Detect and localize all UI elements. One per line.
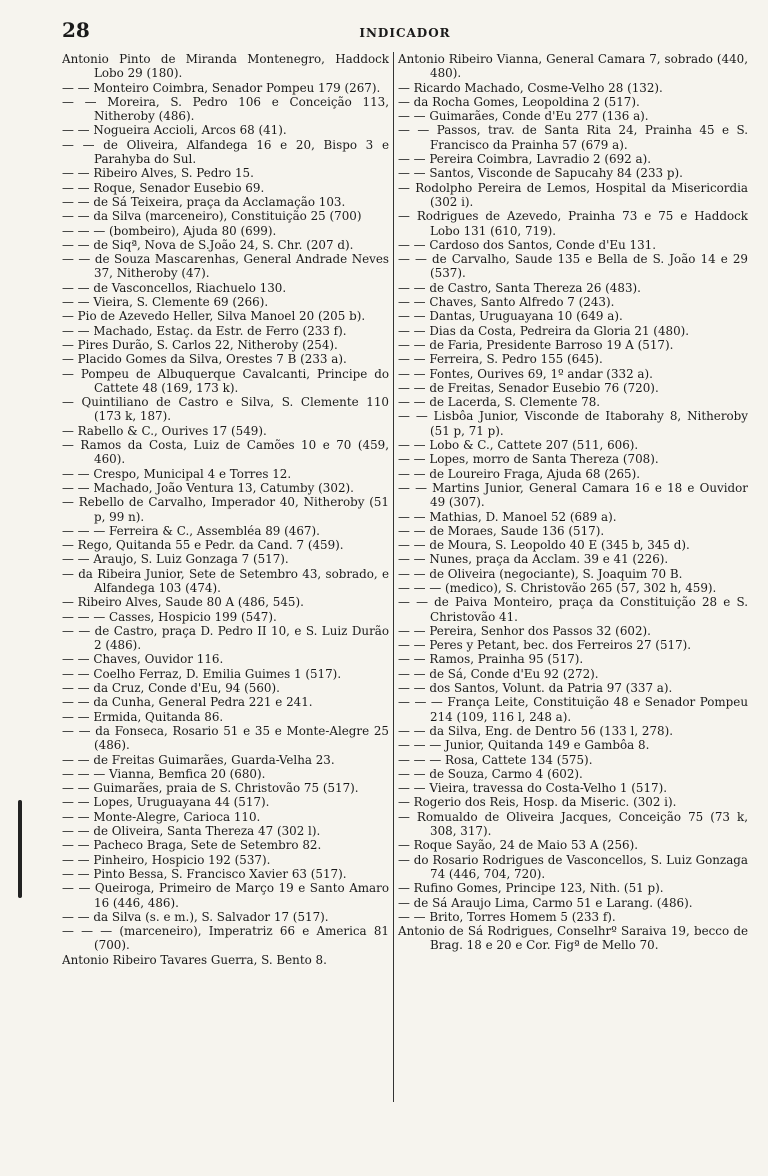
directory-entry: — Pompeu de Albuquerque Cavalcanti, Principe do Cattete 48 (169, 173 k). <box>62 366 389 395</box>
directory-entry: — — Guimarães, Conde d'Eu 277 (136 a). <box>398 109 649 124</box>
directory-entry: — — — (medico), S. Christovão 265 (57, 302 h, 459). <box>398 580 717 595</box>
directory-entry: — — de Castro, Santa Thereza 26 (483). <box>398 280 641 295</box>
directory-entry: — — de Sá Teixeira, praça da Acclamação 103. <box>62 194 346 209</box>
directory-entry: — da Rocha Gomes, Leopoldina 2 (517). <box>398 94 640 109</box>
directory-entry: — — Guimarães, praia de S. Christovão 75 (517). <box>62 781 359 796</box>
directory-entry: — — Pereira, Senhor dos Passos 32 (602). <box>398 623 651 638</box>
directory-entry: — Ricardo Machado, Cosme-Velho 28 (132). <box>398 80 663 95</box>
directory-entry: — — de Freitas, Senador Eusebio 76 (720). <box>398 380 659 395</box>
directory-entry: — — Lopes, morro de Santa Thereza (708). <box>398 452 659 467</box>
page-number: 28 <box>62 18 90 42</box>
directory-entry: — — da Cunha, General Pedra 221 e 241. <box>62 695 313 710</box>
directory-entry: — — Machado, Estaç. da Estr. de Ferro (233 f). <box>62 323 347 338</box>
directory-entry: Antonio Pinto de Miranda Montenegro, Haddock Lobo 29 (180). <box>62 52 389 81</box>
directory-entry: — — de Siqª, Nova de S.João 24, S. Chr. (207 d). <box>62 237 354 252</box>
margin-ink-mark <box>18 800 22 898</box>
directory-entry: Antonio Ribeiro Tavares Guerra, S. Bento 8. <box>62 952 327 967</box>
directory-entry: — — Passos, trav. de Santa Rita 24, Prainha 45 e S. Francisco da Prainha 57 (679 a). <box>398 123 748 152</box>
directory-entry: — — de Souza, Carmo 4 (602). <box>398 766 583 781</box>
page-header <box>62 18 748 48</box>
directory-entry: — — Roque, Senador Eusebio 69. <box>62 180 265 195</box>
directory-entry: — da Ribeira Junior, Sete de Setembro 43, sobrado, e Alfandega 103 (474). <box>62 566 389 595</box>
directory-entry: — Roque Sayão, 24 de Maio 53 A (256). <box>398 838 639 853</box>
directory-entry: — — Lisbôa Junior, Visconde de Itaborahy 8, Nitheroby (51 p, 71 p). <box>398 409 748 438</box>
directory-entry: — — — (bombeiro), Ajuda 80 (699). <box>62 223 277 238</box>
directory-entry: — — Crespo, Municipal 4 e Torres 12. <box>62 466 292 481</box>
directory-entry: — — Nunes, praça da Acclam. 39 e 41 (226). <box>398 552 669 567</box>
directory-entry: — — de Freitas Guimarães, Guarda-Velha 23. <box>62 752 335 767</box>
directory-entry: — — Monte-Alegre, Carioca 110. <box>62 809 261 824</box>
directory-entry: — — de Sá, Conde d'Eu 92 (272). <box>398 666 599 681</box>
directory-entry: — — da Silva, Eng. de Dentro 56 (133 l, 278). <box>398 723 674 738</box>
directory-entry: — Pires Durão, S. Carlos 22, Nitheroby (254). <box>62 337 338 352</box>
directory-entry: — — Queiroga, Primeiro de Março 19 e Santo Amaro 16 (446, 486). <box>62 881 389 910</box>
directory-entry: — — Chaves, Ouvidor 116. <box>62 652 224 667</box>
directory-entry: — — de Moura, S. Leopoldo 40 E (345 b, 345 d). <box>398 538 690 553</box>
directory-entry: — — da Fonseca, Rosario 51 e 35 e Monte-Alegre 25 (486). <box>62 723 389 753</box>
directory-entry: — — Araujo, S. Luiz Gonzaga 7 (517). <box>62 552 289 567</box>
directory-entry: — — de Paiva Monteiro, praça da Constituição 28 e S. Christovão 41. <box>398 595 748 624</box>
directory-entry: — — Lopes, Uruguayana 44 (517). <box>62 795 270 810</box>
directory-entry: — Rodrigues de Azevedo, Prainha 73 e 75 e Haddock Lobo 131 (610, 719). <box>398 209 748 238</box>
directory-entry: — — da Cruz, Conde d'Eu, 94 (560). <box>62 681 280 696</box>
directory-entry: — — dos Santos, Volunt. da Patria 97 (337 a). <box>398 681 673 696</box>
directory-entry: — Rogerio dos Reis, Hosp. da Miseric. (302 i). <box>398 795 677 810</box>
directory-entry: — — Vieira, S. Clemente 69 (266). <box>62 295 269 310</box>
directory-entry: — de Sá Araujo Lima, Carmo 51 e Larang. (486). <box>398 895 693 910</box>
directory-entry: — — — Ferreira & C., Assembléa 89 (467). <box>62 523 320 538</box>
directory-entry: — Rebello de Carvalho, Imperador 40, Nitheroby (51 p, 99 n). <box>62 495 389 524</box>
directory-entry: — — Martins Junior, General Camara 16 e 18 e Ouvidor 49 (307). <box>398 480 748 510</box>
directory-entry: — — Ermida, Quitanda 86. <box>62 709 224 724</box>
directory-entry: — — de Oliveira, Alfandega 16 e 20, Bispo 3 e Parahyba do Sul. <box>62 137 389 167</box>
directory-entry: — Romualdo de Oliveira Jacques, Conceição 75 (73 k, 308, 317). <box>398 809 748 839</box>
directory-entry: — — de Souza Mascarenhas, General Andrade Neves 37, Nitheroby (47). <box>62 252 389 281</box>
directory-entry: — — Mathias, D. Manoel 52 (689 a). <box>398 509 617 524</box>
directory-entry: — — de Faria, Presidente Barroso 19 A (517). <box>398 337 674 352</box>
directory-entry: — — de Vasconcellos, Riachuelo 130. <box>62 280 287 295</box>
directory-entry: — Placido Gomes da Silva, Orestes 7 B (233 a). <box>62 352 347 367</box>
directory-entry: — — Cardoso dos Santos, Conde d'Eu 131. <box>398 237 656 252</box>
directory-entry: Antonio Ribeiro Vianna, General Camara 7, sobrado (440, 480). <box>398 52 748 81</box>
directory-entry: — — — Casses, Hospicio 199 (547). <box>62 609 277 624</box>
directory-entry: — — Santos, Visconde de Sapucahy 84 (233 p). <box>398 166 683 181</box>
directory-entry: — — Pinto Bessa, S. Francisco Xavier 63 (517). <box>62 866 347 881</box>
directory-entry: — — — Vianna, Bemfica 20 (680). <box>62 766 266 781</box>
directory-entry: — — — Junior, Quitanda 149 e Gambôa 8. <box>398 738 650 753</box>
directory-entry: Antonio de Sá Rodrigues, Conselhrº Saraiva 19, becco de Brag. 18 e 20 e Cor. Figª de Mello 70. <box>398 924 748 953</box>
directory-entry: — Rego, Quitanda 55 e Pedr. da Cand. 7 (459). <box>62 538 344 553</box>
directory-entry: — — Dantas, Uruguayana 10 (649 a). <box>398 309 623 324</box>
directory-entry: — — — França Leite, Constituição 48 e Senador Pompeu 214 (109, 116 l, 248 a). <box>398 695 748 724</box>
directory-entry: — — Lobo & C., Cattete 207 (511, 606). <box>398 438 639 453</box>
directory-entry: — — Vieira, travessa do Costa-Velho 1 (517). <box>398 781 668 796</box>
directory-entry: — Ramos da Costa, Luiz de Camões 10 e 70 (459, 460). <box>62 438 389 467</box>
directory-entry: — — de Moraes, Saude 136 (517). <box>398 523 605 538</box>
directory-entry: — — Chaves, Santo Alfredo 7 (243). <box>398 295 615 310</box>
directory-entry: — — Ramos, Prainha 95 (517). <box>398 652 584 667</box>
directory-entry: — — Dias da Costa, Pedreira da Gloria 21 (480). <box>398 323 690 338</box>
running-title: INDICADOR <box>359 26 451 40</box>
directory-entry: — Rabello & C., Ourives 17 (549). <box>62 423 267 438</box>
directory-entry: — — de Oliveira (negociante), S. Joaquim 70 B. <box>398 566 683 581</box>
directory-entry: — do Rosario Rodrigues de Vasconcellos, S. Luiz Gonzaga 74 (446, 704, 720). <box>398 852 748 881</box>
directory-entry: — — Machado, João Ventura 13, Catumby (302). <box>62 480 354 495</box>
two-column-listing <box>62 52 748 1102</box>
directory-entry: — — de Loureiro Fraga, Ajuda 68 (265). <box>398 466 640 481</box>
directory-entry: — — Ferreira, S. Pedro 155 (645). <box>398 352 603 367</box>
directory-entry: — Quintiliano de Castro e Silva, S. Clemente 110 (173 k, 187). <box>62 395 389 424</box>
directory-entry: — Pio de Azevedo Heller, Silva Manoel 20 (205 b). <box>62 309 366 324</box>
directory-entry: — — Brito, Torres Homem 5 (233 f). <box>398 909 616 924</box>
directory-entry: — — de Castro, praça D. Pedro II 10, e S. Luiz Durão 2 (486). <box>62 623 389 653</box>
directory-entry: — — de Oliveira, Santa Thereza 47 (302 l). <box>62 824 321 839</box>
left-column <box>62 52 393 1102</box>
directory-entry: — — Moreira, S. Pedro 106 e Conceição 113, Nitheroby (486). <box>62 94 389 124</box>
directory-entry: — — da Silva (s. e m.), S. Salvador 17 (517). <box>62 909 329 924</box>
directory-entry: — — da Silva (marceneiro), Constituição 25 (700) <box>62 209 362 224</box>
directory-entry: — — Monteiro Coimbra, Senador Pompeu 179 (267). <box>62 80 381 95</box>
directory-entry: — — de Lacerda, S. Clemente 78. <box>398 395 601 410</box>
directory-entry: — — Pacheco Braga, Sete de Setembro 82. <box>62 838 322 853</box>
directory-entry: — Ribeiro Alves, Saude 80 A (486, 545). <box>62 595 304 610</box>
directory-entry: — — — Rosa, Cattete 134 (575). <box>398 752 593 767</box>
directory-entry: — — Peres y Petant, bec. dos Ferreiros 27 (517). <box>398 638 692 653</box>
directory-entry: — — Fontes, Ourives 69, 1º andar (332 a). <box>398 366 653 381</box>
directory-entry: — — de Carvalho, Saude 135 e Bella de S. João 14 e 29 (537). <box>398 252 748 281</box>
directory-entry: — — — (marceneiro), Imperatriz 66 e America 81 (700). <box>62 924 389 953</box>
directory-entry: — — Nogueira Accioli, Arcos 68 (41). <box>62 123 287 138</box>
right-column <box>393 52 748 1102</box>
directory-entry: — — Pereira Coimbra, Lavradio 2 (692 a). <box>398 152 651 167</box>
directory-entry: — Rodolpho Pereira de Lemos, Hospital da Misericordia (302 i). <box>398 180 748 209</box>
directory-entry: — — Coelho Ferraz, D. Emilia Guimes 1 (517). <box>62 666 342 681</box>
directory-entry: — — Ribeiro Alves, S. Pedro 15. <box>62 166 254 181</box>
directory-entry: — — Pinheiro, Hospicio 192 (537). <box>62 852 271 867</box>
directory-entry: — Rufino Gomes, Principe 123, Nith. (51 p). <box>398 881 664 896</box>
